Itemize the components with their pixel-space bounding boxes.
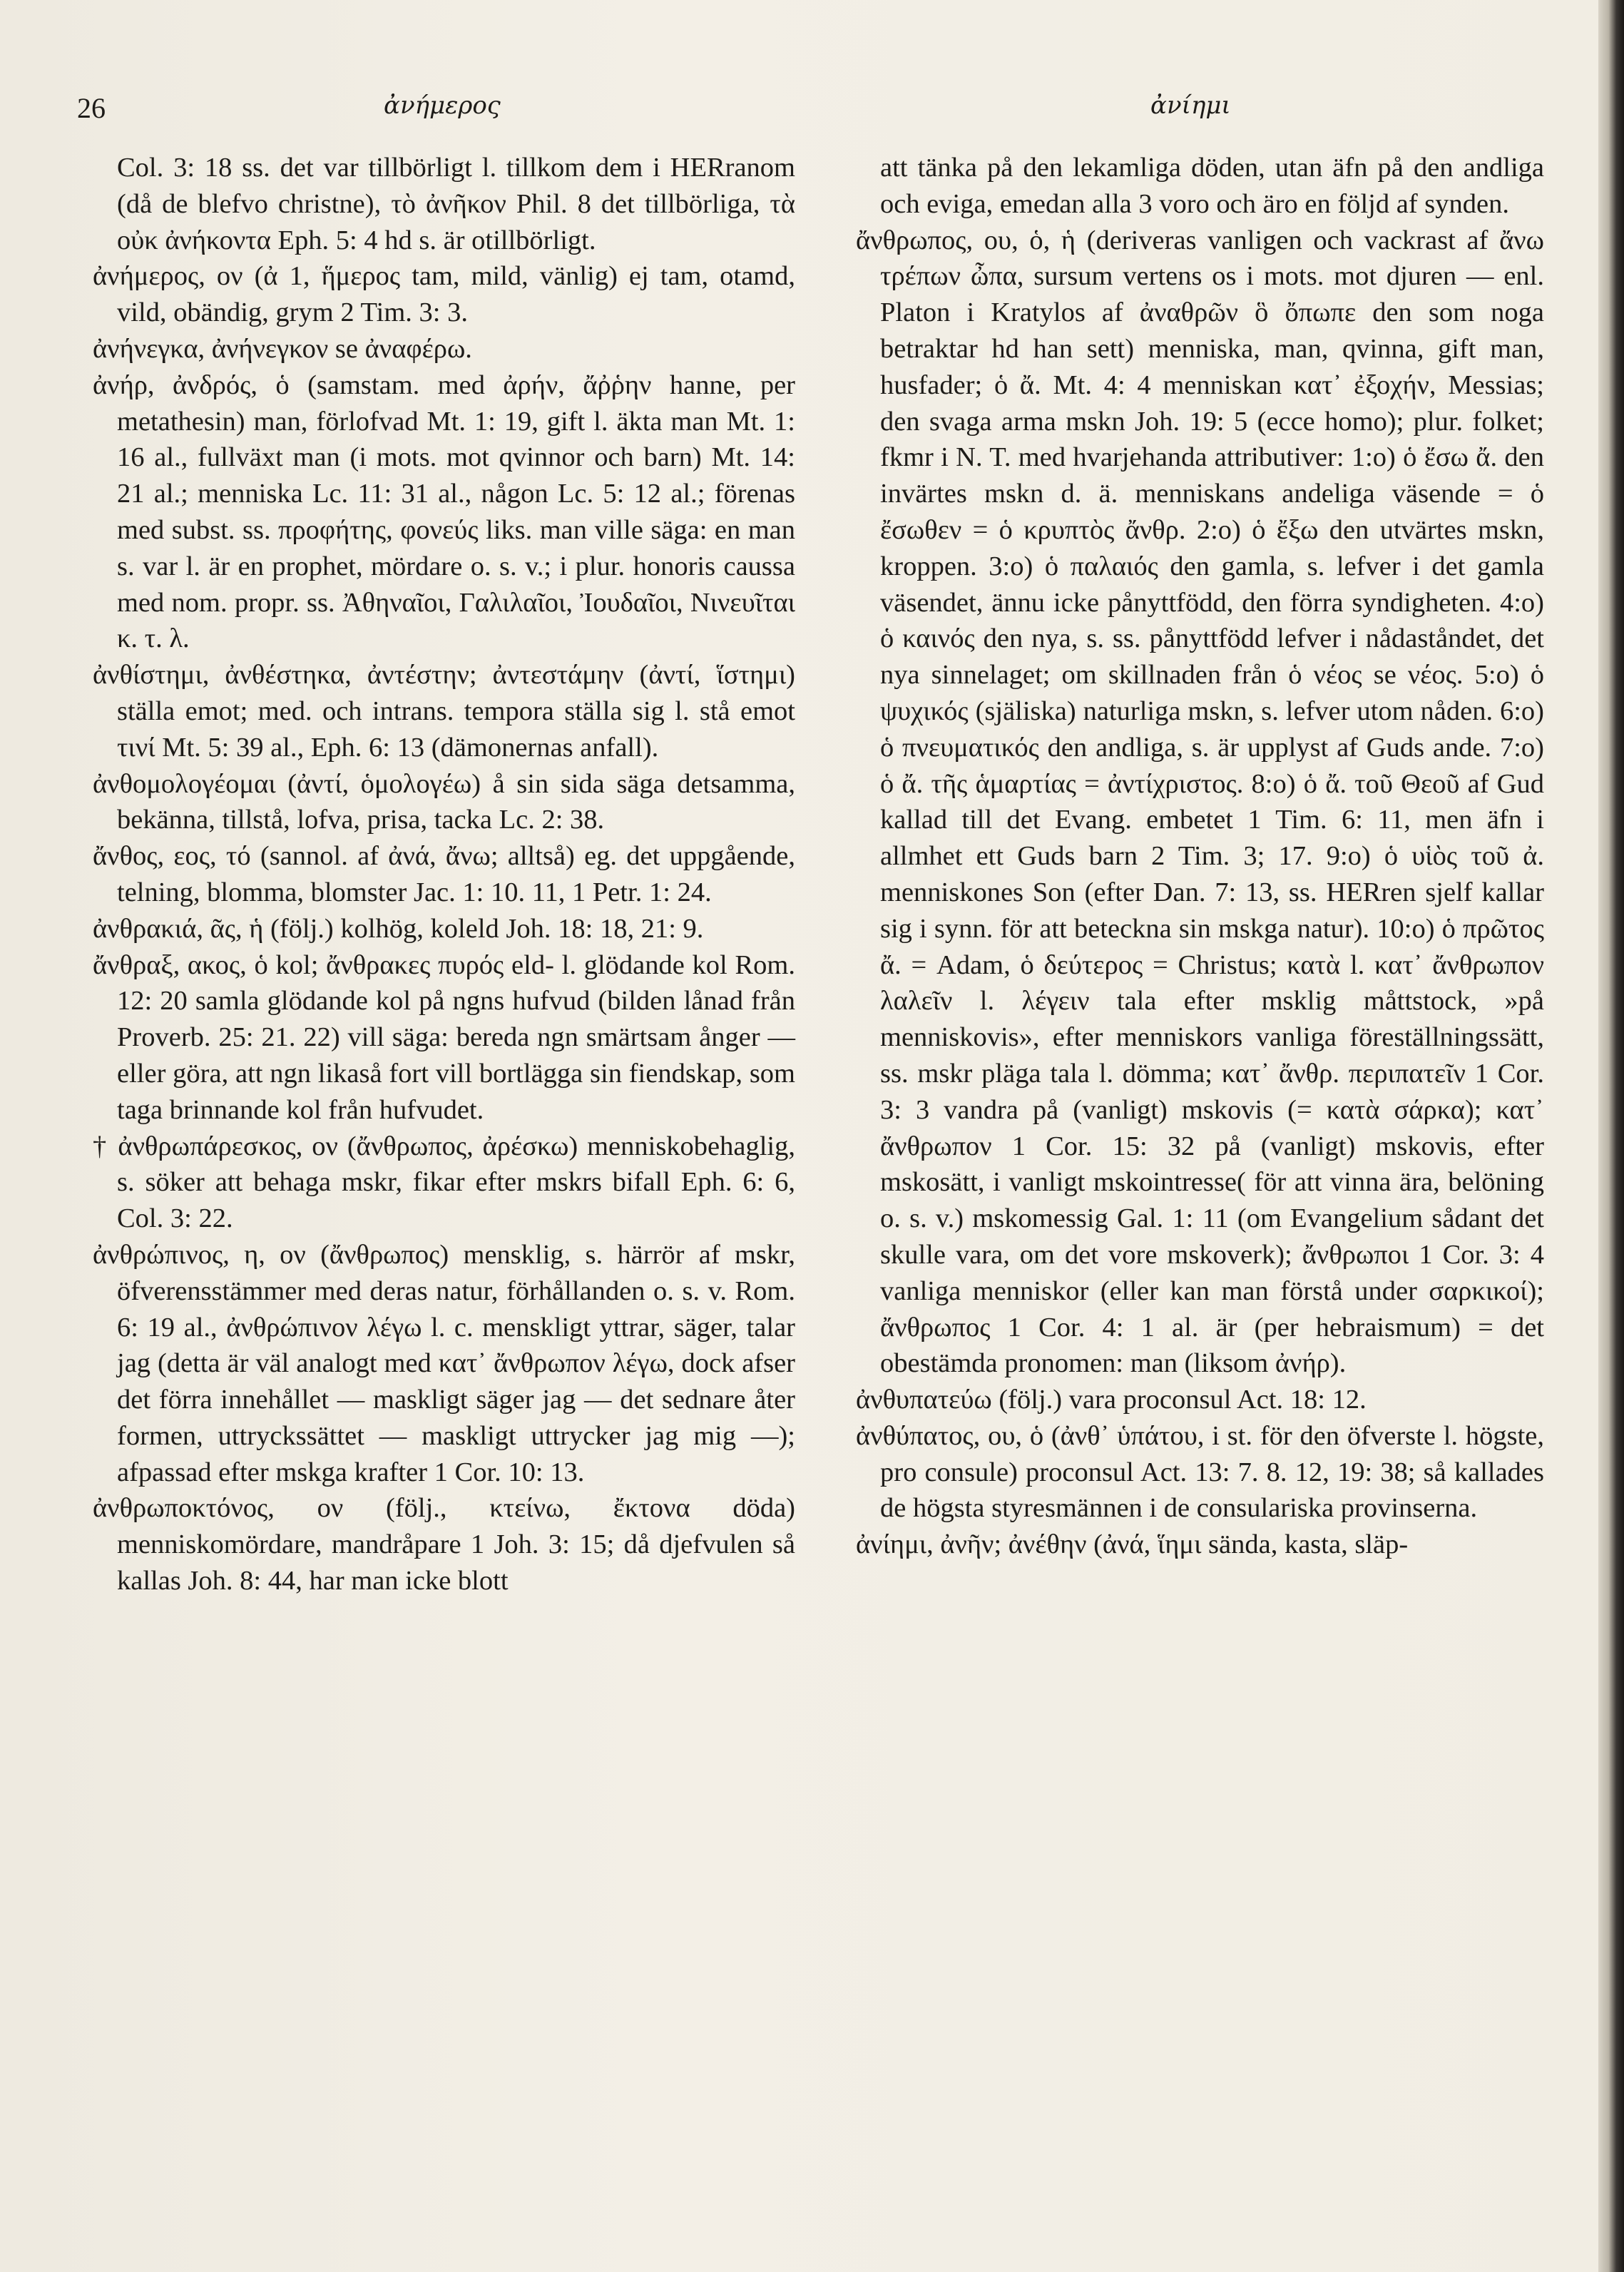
page-number: 26 [77,92,106,124]
dictionary-entry: ἀνθομολογέομαι (ἀντί, ὁμολογέω) å sin sida säga detsamma, bekänna, tillstå, lofva, prisa, tacka Lc. 2: 38. [93,768,795,835]
entry-continuation: Col. 3: 18 ss. det var tillbörligt l. tillkom dem i HERranom (då de blefvo christne), τὸ ἀνῆκον Phil. 8 det tillbörliga, τὰ οὐκ ἀνήκοντα Eph. 5: 4 hd s. är otillbörligt. [117,153,795,255]
left-column [93,150,795,1599]
dictionary-entry: ἀνθίστημι, ἀνθέστηκα, ἀντέστην; ἀντεστάμην (ἀντί, ἵστημι) ställa emot; med. och intrans. tempora ställa sig l. stå emot τινί Mt. 5: 39 al., Eph. 6: 13 (dämonernas anfall). [93,660,795,763]
book-spine-shadow [1598,0,1624,2272]
dictionary-entry: ἀνήμερος, ον (ἀ 1, ἥμερος tam, mild, vänlig) ej tam, otamd, vild, obändig, grym 2 Tim. 3: 3. [93,261,795,328]
dictionary-entry: ἀνήρ, ἀνδρός, ὁ (samstam. med ἀρήν, ἄῤῥην hanne, per metathesin) man, förlofvad Mt. 1: 19, gift l. äkta man Mt. 1: 16 al., fullväxt man (i mots. mot qvinnor och barn) Mt. 14: 21 al.; menniska Lc. 11: 31 al., någon Lc. 5: 12 al.; förenas med subst. ss. προφήτης, φονεύς liks. man ville säga: en man s. var l. är en prophet, mördare o. s. v.; i plur. honoris caussa med nom. propr. ss. Ἀθηναῖοι, Γαλιλαῖοι, Ἰουδαῖοι, Νινευῖται κ. τ. λ. [93,370,795,654]
dictionary-entry: ἄνθρωπος, ου, ὁ, ἡ (deriveras vanligen och vackrast af ἄνω τρέπων ὦπα, sursum vertens os i mots. mot djuren — enl. Platon i Kratylos af ἀναθρῶν ὃ ὄπωπε den som noga betraktar hd han sett) menniska, man, qvinna, gift man, husfader; ὁ ἄ. Mt. 4: 4 menniskan κατ᾽ ἐξοχήν, Messias; den svaga arma mskn Joh. 19: 5 (ecce homo); plur. folket; fkmr i N. T. med hvarjehanda attributiver: 1:o) ὁ ἔσω ἄ. den invärtes mskn d. ä. menniskans andeliga väsende = ὁ ἔσωθεν = ὁ κρυπτὸς ἄνθρ. 2:o) ὁ ἔξω den utvärtes mskn, kroppen. 3:o) ὁ παλαιός den gamla, s. lefver i det gamla väsendet, ännu icke pånyttfödd, den förra syndigheten. 4:o) ὁ καινός den nya, s. ss. pånyttfödd lefver i nådaståndet, det nya sinnelaget; om skillnaden från ὁ νέος se νέος. 5:o) ὁ ψυχικός (själiska) naturliga mskn, s. lefver utom nåden. 6:o) ὁ πνευματικός den andliga, s. är upplyst af Guds ande. 7:o) ὁ ἄ. τῆς ἁμαρτίας = ἀντίχριστος. 8:o) ὁ ἄ. τοῦ Θεοῦ af Gud kallad till det Evang. embetet 1 Tim. 6: 11, men äfn i allmhet ett Guds barn 2 Tim. 3; 17. 9:o) ὁ υἱὸς τοῦ ἀ. menniskones Son (efter Dan. 7: 13, ss. HERren sjelf kallar sig i synn. för att beteckna sin mskga natur). 10:o) ὁ πρῶτος ἄ. = Adam, ὁ δεύτερος = Christus; κατὰ l. κατ᾽ ἄνθρωπον λαλεῖν l. λέγειν tala efter msklig måttstock, »på menniskovis», efter menniskors vanliga föreställningssätt, ss. mskr plägа tala l. dömma; κατ᾽ ἄνθρ. περιπατεῖν 1 Cor. 3: 3 vandra på (vanligt) mskovis (= κατὰ σάρκα); κατ᾽ ἄνθρωπον 1 Cor. 15: 32 på (vanligt) mskovis, efter mskosätt, i vanligt mskointresse( för att vinna ära, belöning o. s. v.) mskomessig Gal. 1: 11 (om Evangelium sådant det skulle vara, om det vore mskoverk); ἄνθρωποι 1 Cor. 3: 4 vanliga menniskor (eller kan man förstå under σαρκικοί); ἄνθρωπος 1 Cor. 4: 1 al. är (per hebraismum) = det obestämda pronomen: man (liksom ἀνήρ). [856,225,1544,1379]
dictionary-entry: ἀνθρακιά, ᾶς, ἡ (följ.) kolhög, koleld Joh. 18: 18, 21: 9. [93,913,704,944]
dictionary-entry: ἀνθρωποκτόνος, ον (följ., κτείνω, ἔκτονα döda) menniskomördare, mandråpare 1 Joh. 3: 15; då djefvulen så kallas Joh. 8: 44, har man icke blott [93,1493,795,1596]
entry-continuation: att tänka på den lekamliga döden, utan äfn på den andliga och eviga, emedan alla 3 voro och äro en följd af synden. [880,153,1544,219]
running-head-left: ἀνήμερος [384,91,501,120]
dictionary-entry: ἀνθρώπινος, η, ον (ἄνθρωπος) mensklig, s. härrör af mskr, öfverensstämmer med deras natur, förhållanden o. s. v. Rom. 6: 19 al., ἀνθρώπινον λέγω l. c. menskligt yttrar, säger, talar jag (detta är väl analogt med κατ᾽ ἄνθρωπον λέγω, dock afser det förra innehållet — maskligt säger jag — det sednare åter formen, uttryckssättet — maskligt uttrycker jag mig —); afpassad efter mskga krafter 1 Cor. 10: 13. [93,1239,795,1487]
dictionary-entry: ἀνίημι, ἀνῆν; ἀνέθην (ἀνά, ἵημι sända, kasta, släp- [856,1529,1409,1560]
dictionary-entry: ἀνήνεγκα, ἀνήνεγκον se ἀναφέρω. [93,333,472,364]
dictionary-entry: ἄνθος, εος, τό (sannol. af ἀνά, ἄνω; alltså) eg. det uppgående, telning, blomma, blomster Jac. 1: 10. 11, 1 Petr. 1: 24. [93,841,795,907]
page-header [77,91,1558,134]
dictionary-entry: ἄνθραξ, ακος, ὁ kol; ἄνθρακες πυρός eld- l. glödande kol Rom. 12: 20 samla glödande kol på ngns hufvud (bilden lånad från Proverb. 25: 21. 22) vill säga: bereda ngn smärtsam ånger — eller göra, att ngn likaså fort vill bortlägga sin fiendskap, som taga brinnande kol från hufvudet. [93,949,795,1125]
dictionary-entry: ἀνθύπατος, ου, ὁ (ἀνθ᾽ ὑπάτου, i st. för den öfverste l. högste, pro consule) proconsul Act. 13: 7. 8. 12, 19: 38; så kallades de högsta styresmännen i de consulariska provinserna. [856,1420,1544,1524]
running-head-right: ἀνίημι [1150,91,1231,120]
dictionary-entry: ἀνθυπατεύω (följ.) vara proconsul Act. 18: 12. [856,1385,1367,1415]
right-column [856,150,1544,1563]
dictionary-entry: † ἀνθρωπάρεσκος, ον (ἄνθρωπος, ἀρέσκω) menniskobehaglig, s. söker att behaga mskr, fikar efter mskrs bifall Eph. 6: 6, Col. 3: 22. [93,1131,795,1234]
